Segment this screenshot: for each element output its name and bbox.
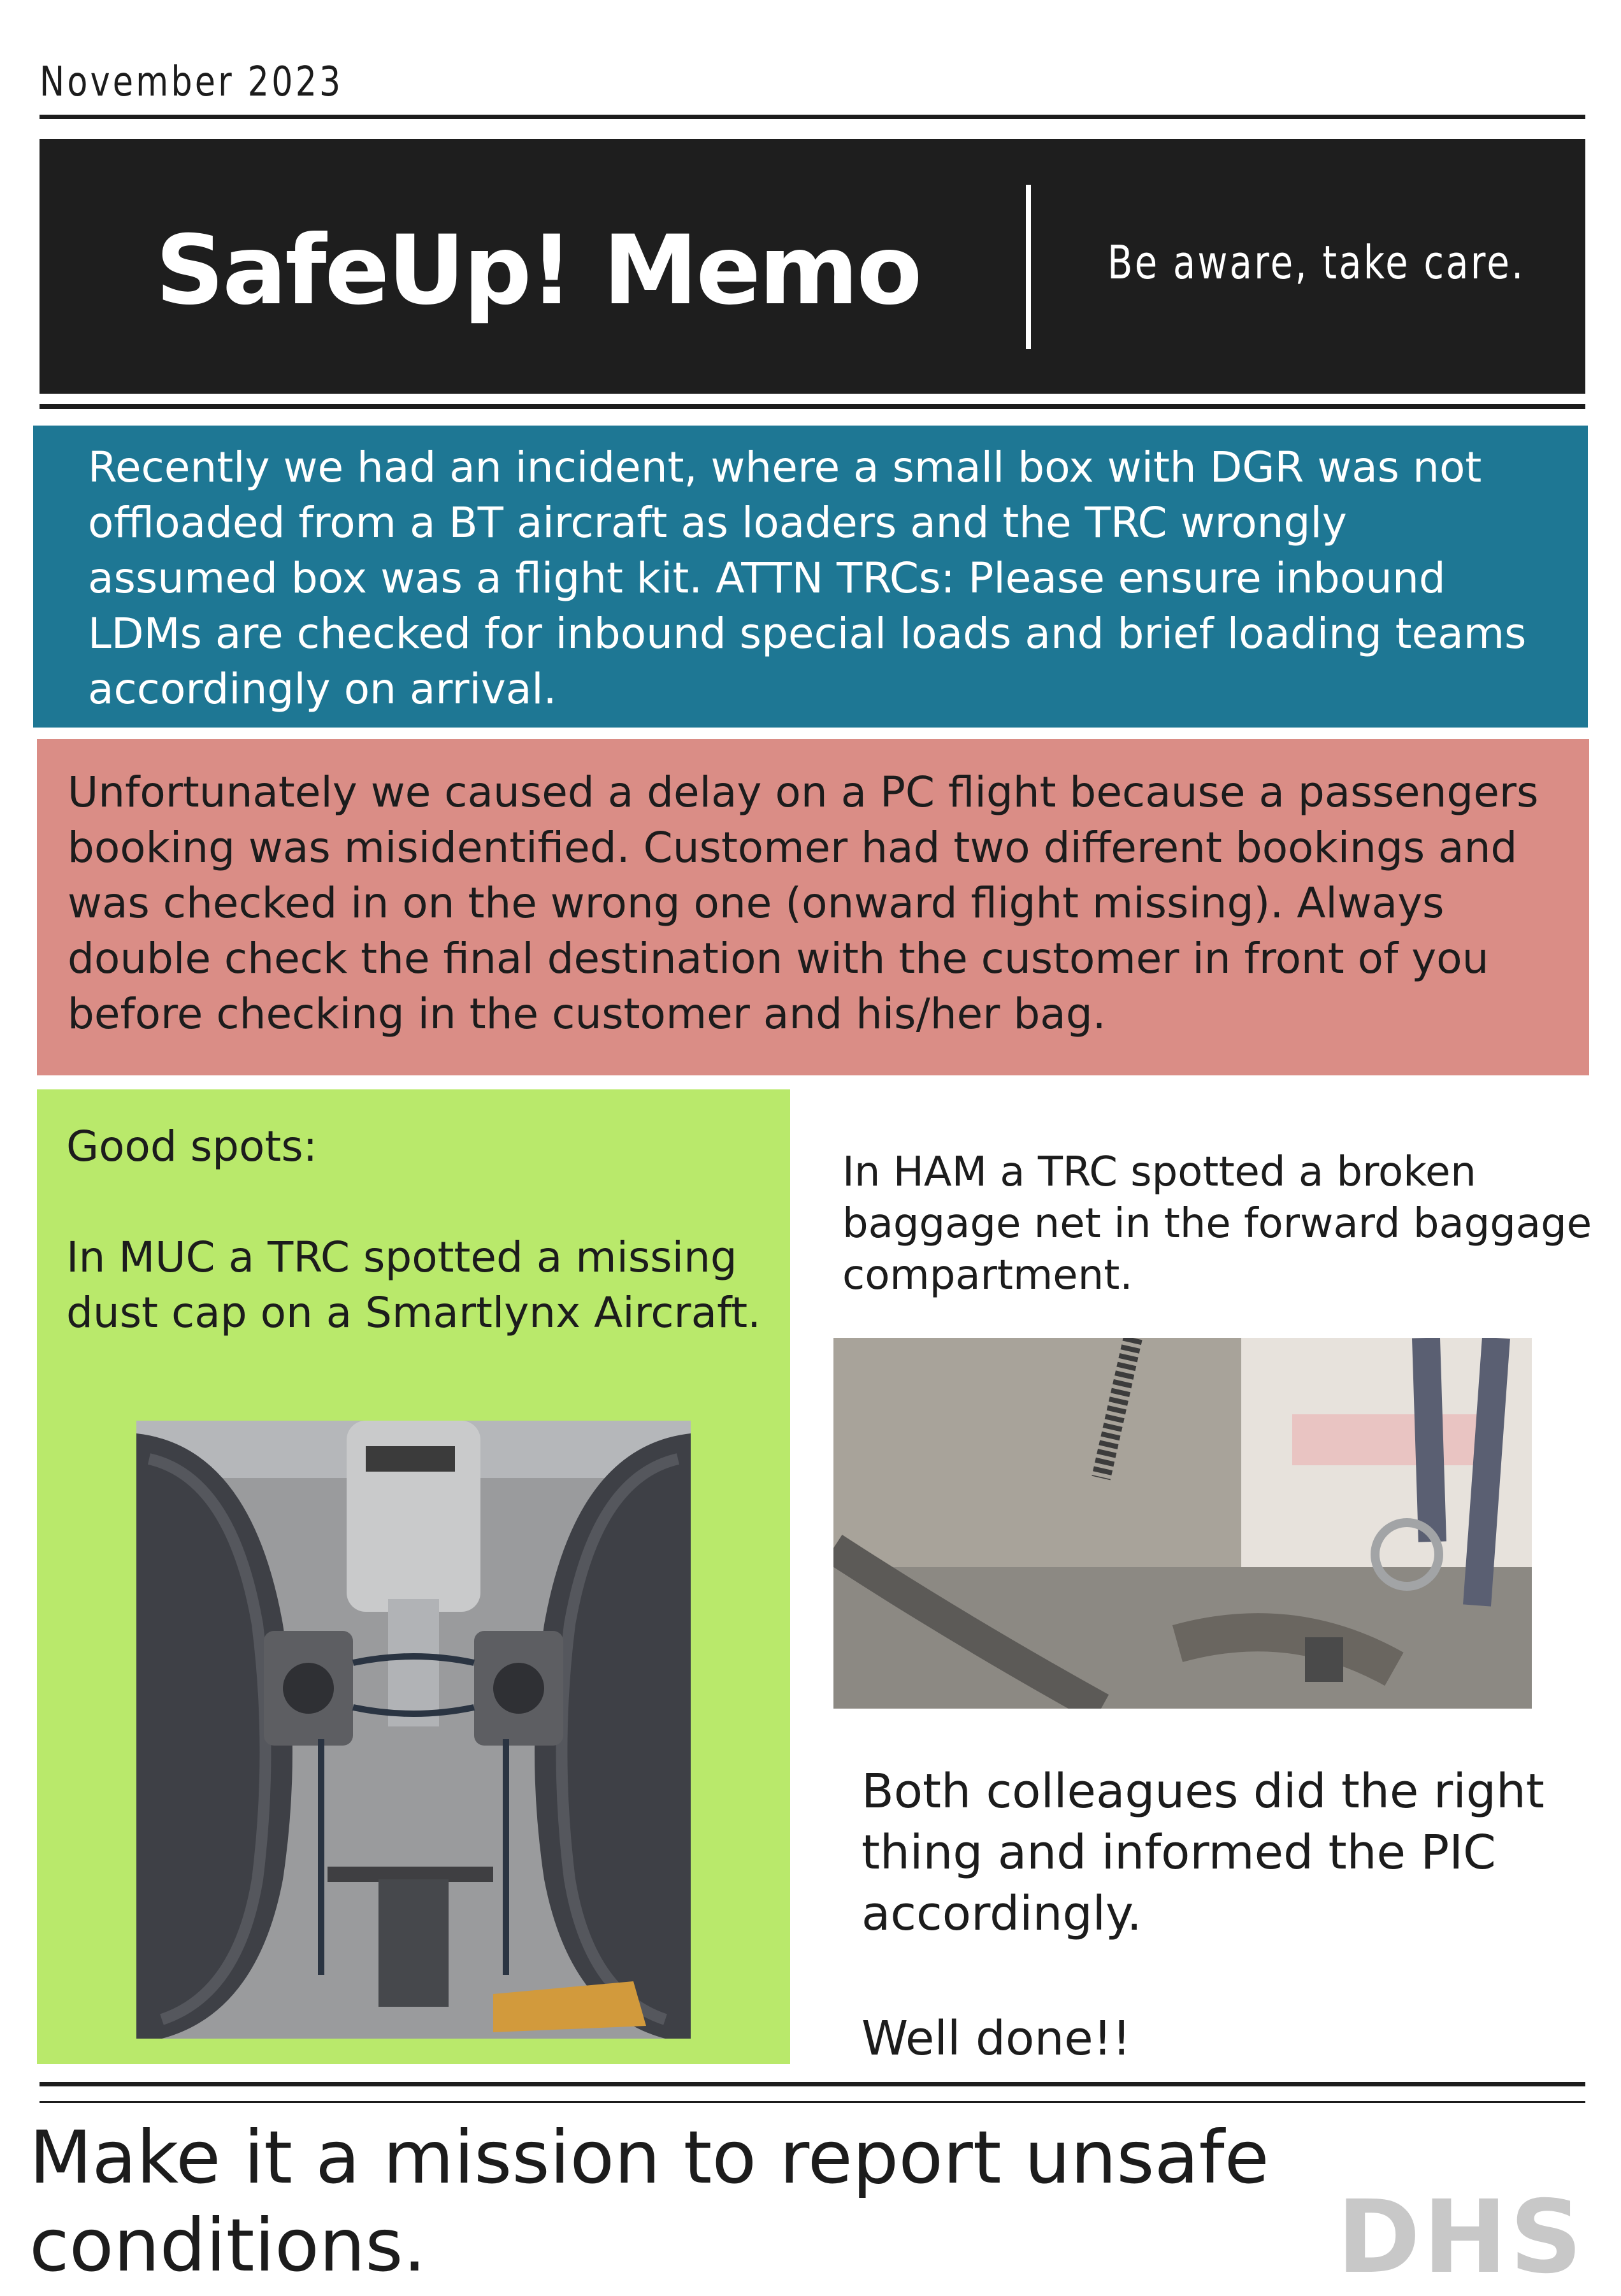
memo-tagline: Be aware, take care. (1107, 236, 1525, 289)
dgr-incident-notice: Recently we had an incident, where a small box with DGR was not offloaded from a BT aircraft as loaders and the TRC wrongly assumed box was a flight kit. ATTN TRCs: Please ensure inbound LDMs are checked for inbound special loads and brief loading teams accordingly on arrival. (33, 426, 1588, 728)
header-divider (1026, 185, 1031, 349)
footer-rule-thick (40, 2082, 1585, 2086)
good-spots-panel (37, 1089, 790, 2064)
dhs-logo: DHS (1337, 2179, 1585, 2296)
header-bottom-rule (40, 404, 1585, 409)
good-spots-text (66, 1119, 774, 1340)
well-done-text: Well done!! (861, 2011, 1132, 2066)
top-rule (40, 115, 1585, 119)
baggage-net-photo (833, 1338, 1532, 1709)
landing-gear-photo (136, 1421, 691, 2039)
footer-slogan: Make it a mission to report unsafe conditions. (29, 2115, 1269, 2288)
good-spots-heading: Good spots: (66, 1122, 317, 1171)
memo-date: November 2023 (40, 59, 343, 106)
memo-title: SafeUp! Memo (155, 215, 921, 326)
booking-delay-notice: Unfortunately we caused a delay on a PC flight because a passengers booking was misidentified. Customer had two different bookings and was checked in on the wrong one (onward flight missing). Always double check the final destination with the customer in front of you before checking in the customer and his/her bag. (37, 739, 1589, 1075)
memo-header-banner (40, 139, 1585, 394)
both-colleagues-text: Both colleagues did the right thing and informed the PIC accordingly. (861, 1764, 1545, 1941)
footer-rule-thin (40, 2101, 1585, 2103)
muc-spot-text: In MUC a TRC spotted a missing dust cap on a Smartlynx Aircraft. (66, 1233, 761, 1337)
ham-spot-text: In HAM a TRC spotted a broken baggage net in the forward baggage compartment. (842, 1149, 1592, 1299)
